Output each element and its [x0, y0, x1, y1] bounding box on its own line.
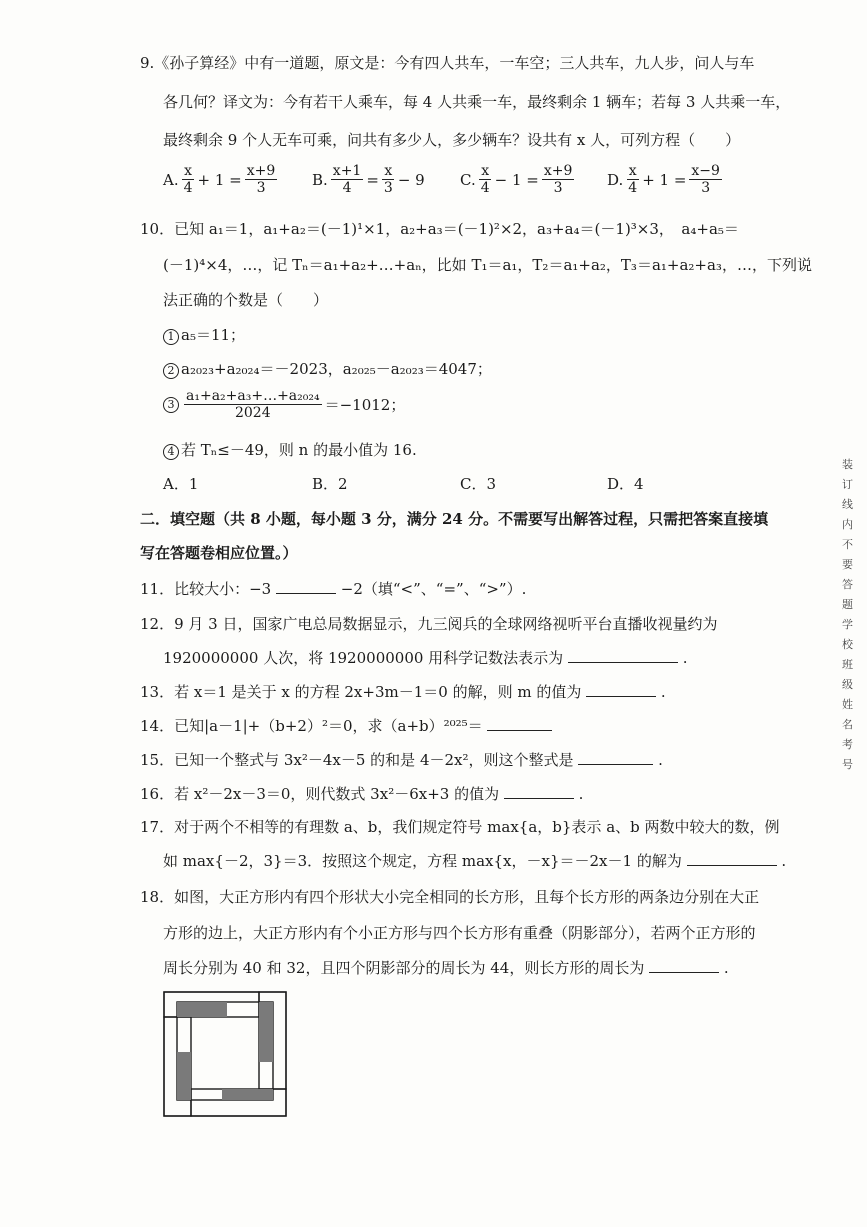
shade-left	[177, 1052, 191, 1100]
answer-blank[interactable]	[586, 682, 656, 697]
q9-option-d: D. $\frac{x}{4}$ + 1 = $\frac{x-9}{3}$	[607, 163, 720, 197]
q9-line1: 9.《孙子算经》中有一道题，原文是：今有四人共车，一车空；三人共车，九人步，问人与车	[140, 54, 755, 72]
q14: 14．已知|a－1|+（b+2）²＝0，求（a+b）²⁰²⁵＝	[140, 715, 552, 736]
q10-line2: (－1)⁴×4，…，记 Tₙ＝a₁+a₂+…+aₙ，比如 T₁＝a₁，T₂＝a₁+a₂，T₃＝a₁+a₂+a₃，…，下列说	[163, 256, 812, 274]
shade-right	[259, 1002, 273, 1062]
circle-marker: 4	[163, 444, 179, 460]
answer-blank[interactable]	[578, 750, 653, 765]
q9-option-c: C. $\frac{x}{4}$ − 1 = $\frac{x+9}{3}$	[460, 163, 573, 197]
q17-line2: 如 max{－2，3}＝3．按照这个规定，方程 max{x，－x}＝－2x－1 的解为 .	[163, 852, 787, 870]
q18-line3: 周长分别为 40 和 32，且四个阴影部分的周长为 44，则长方形的周长为 .	[163, 959, 729, 977]
q9-line2: 各几何？译文为：今有若干人乘车，每 4 人共乘一车，最终剩余 1 辆车；若每 3 人共乘一车，	[163, 93, 791, 111]
q10-option-d: D．4	[607, 475, 644, 493]
q15: 15．已知一个整式与 3x²－4x－5 的和是 4－2x²，则这个整式是 .	[140, 751, 663, 769]
q10-statement-2: 2 a₂₀₂₃+a₂₀₂₄＝－2023，a₂₀₂₅－a₂₀₂₃＝4047；	[163, 358, 492, 379]
answer-blank[interactable]	[487, 716, 552, 731]
answer-blank[interactable]	[504, 784, 574, 799]
answer-blank[interactable]	[687, 851, 777, 866]
q17-line1: 17．对于两个不相等的有理数 a、b，我们规定符号 max{a，b}表示 a、b 两数中较大的数，例	[140, 818, 780, 836]
q12-line1: 12．9 月 3 日，国家广电总局数据显示，九三阅兵的全球网络视听平台直播收视量约为	[140, 615, 718, 633]
q11: 11．比较大小：−3 −2（填“<”、“=”、“>”）.	[140, 580, 527, 598]
q10-statement-4: 4 若 Tₙ≤－49，则 n 的最小值为 16.	[163, 439, 417, 460]
shade-bottom	[222, 1089, 273, 1100]
q18-line1: 18．如图，大正方形内有四个形状大小完全相同的长方形，且每个长方形的两条边分别在大正	[140, 888, 760, 906]
shade-top	[177, 1002, 227, 1017]
q13: 13．若 x＝1 是关于 x 的方程 2x+3m－1＝0 的解，则 m 的值为 .	[140, 683, 666, 701]
answer-blank[interactable]	[649, 958, 719, 973]
section-heading-line2: 写在答题卷相应位置。）	[140, 544, 298, 562]
answer-blank[interactable]	[276, 579, 336, 594]
q9-line3: 最终剩余 9 个人无车可乘，问共有多少人，多少辆车？设共有 x 人，可列方程（ ）	[163, 131, 741, 149]
binding-margin-text: 装订线内不要答题学校班级姓名考号	[842, 458, 853, 771]
circle-marker: 1	[163, 329, 179, 345]
squares-rectangles-figure	[162, 990, 290, 1120]
circle-marker: 3	[163, 397, 179, 413]
answer-blank[interactable]	[568, 648, 678, 663]
q10-line1: 10．已知 a₁＝1，a₁+a₂＝(－1)¹×1，a₂+a₃＝(－1)²×2，a₃+a₄＝(－1)³×3， a₄+a₅＝	[140, 220, 739, 238]
q9-option-a: A. $\frac{x}{4}$ + 1 = $\frac{x+9}{3}$	[163, 163, 276, 197]
q10-option-c: C．3	[460, 475, 497, 493]
q9-option-b: B. $\frac{x+1}{4}$ = $\frac{x}{3}$ − 9	[312, 163, 425, 197]
section-heading-line1: 二．填空题（共 8 小题，每小题 3 分，满分 24 分。不需要写出解答过程，只需把答案直接填	[140, 510, 769, 528]
q18-line2: 方形的边上，大正方形内有个小正方形与四个长方形有重叠（阴影部分），若两个正方形的	[163, 924, 756, 942]
q10-statement-1: 1 a₅＝11；	[163, 324, 245, 345]
q10-option-b: B．2	[312, 475, 348, 493]
q10-line3: 法正确的个数是（ ）	[163, 291, 329, 309]
circle-marker: 2	[163, 363, 179, 379]
q12-line2: 1920000000 人次，将 1920000000 用科学记数法表示为 .	[163, 649, 688, 667]
q10-option-a: A．1	[163, 475, 199, 493]
q16: 16．若 x²－2x－3＝0，则代数式 3x²－6x+3 的值为 .	[140, 785, 584, 803]
q10-statement-3: 3 $\frac{\text{a₁+a₂+a₃+…+a₂₀₂₄}}{2024}$ ＝−1012；	[163, 388, 405, 421]
